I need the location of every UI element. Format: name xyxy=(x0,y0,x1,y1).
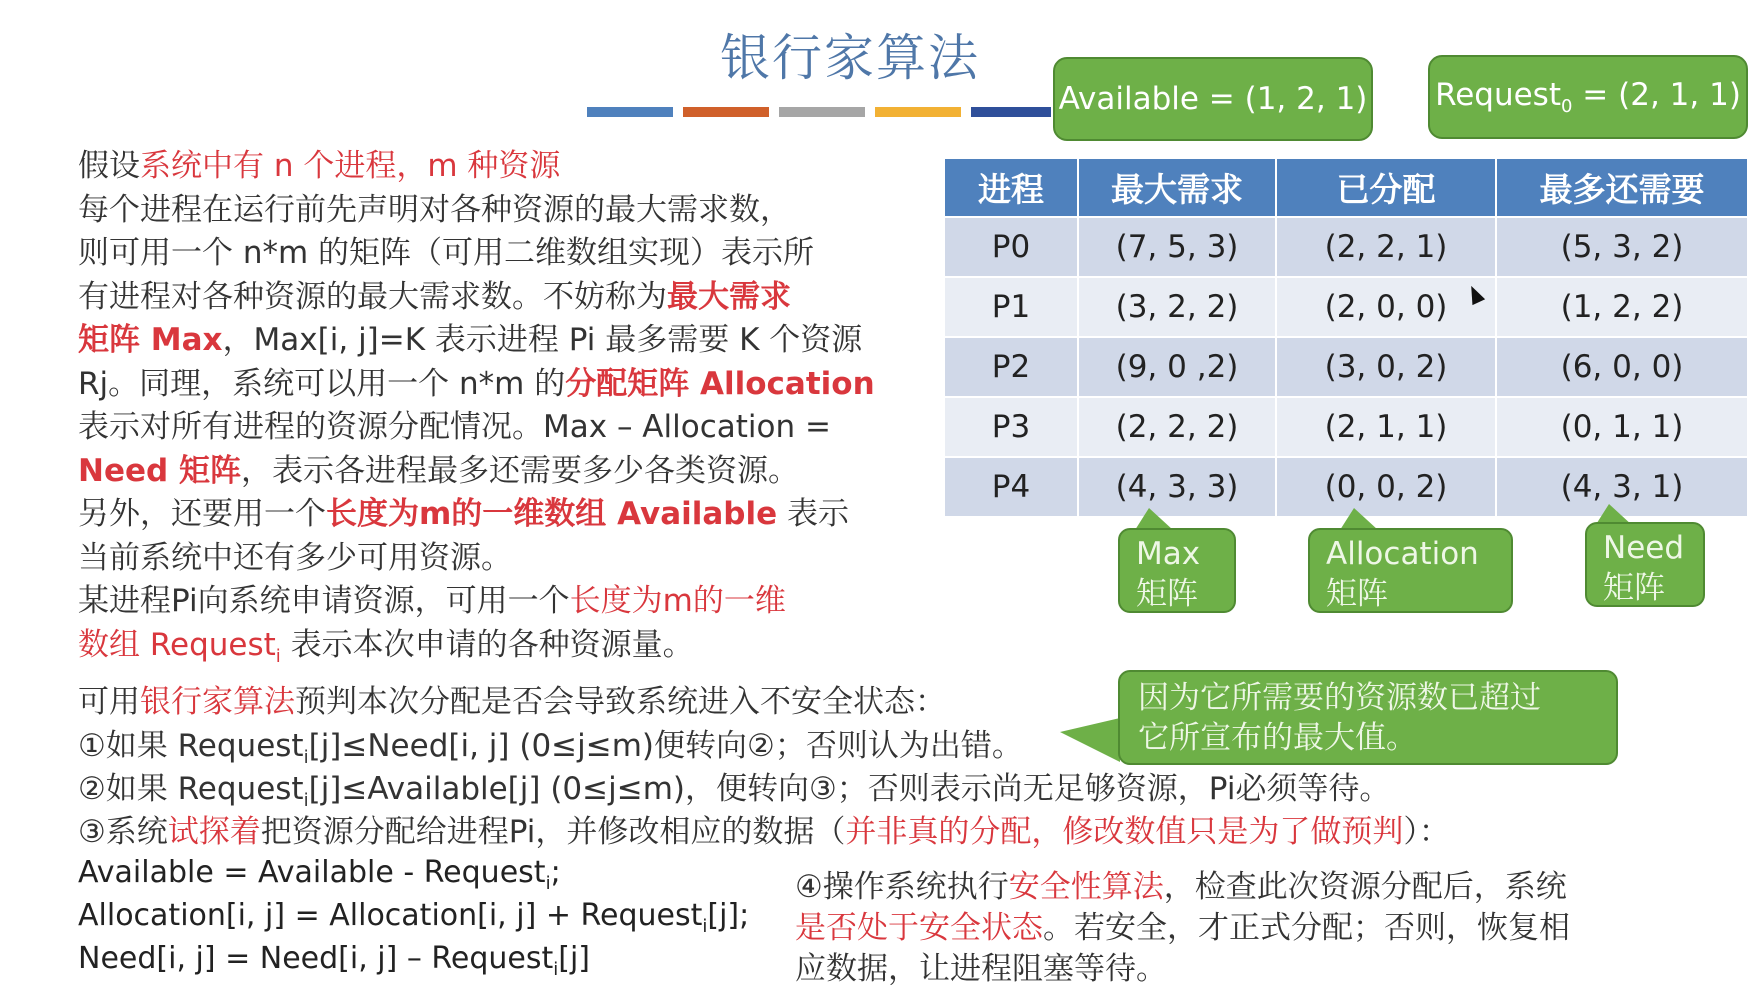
cell-max: (3, 2, 2) xyxy=(1078,277,1276,337)
intro-line-4: 有进程对各种资源的最大需求数。不妨称为最大需求 xyxy=(78,278,791,315)
formula-need: Need[i, j] = Need[i, j] – Request$_i$[j] xyxy=(78,941,591,980)
intro-line-1: 假设系统中有 n 个进程，m 种资源 xyxy=(78,148,561,184)
formula-available: Available = Available - Request$_i$; xyxy=(78,855,561,894)
header-process: 进程 xyxy=(944,158,1078,217)
cell-process: P2 xyxy=(944,337,1078,397)
formula-allocation: Allocation[i, j] = Allocation[i, j] + Request$_i$[j]; xyxy=(78,898,750,937)
intro-line-5: 矩阵 Max，Max[i, j]=K 表示进程 Pi 最多需要 K 个资源 xyxy=(78,322,863,358)
header-need: 最多还需要 xyxy=(1496,158,1748,217)
header-max-demand: 最大需求 xyxy=(1078,158,1276,217)
step-4-line-3: 应数据，让进程阻塞等待。 xyxy=(795,951,1167,987)
cell-max: (9, 0 ,2) xyxy=(1078,337,1276,397)
note-line-1: 因为它所需要的资源数已超过 xyxy=(1138,680,1541,716)
note-bubble-tail xyxy=(1060,718,1120,762)
cell-allocation: (0, 0, 2) xyxy=(1276,457,1496,517)
table-row xyxy=(944,397,1748,457)
header-allocated: 已分配 xyxy=(1276,158,1496,217)
cell-process: P4 xyxy=(944,457,1078,517)
need-bubble-line-1: Need xyxy=(1603,530,1685,566)
intro-line-8: Need 矩阵，表示各进程最多还需要多少各类资源。 xyxy=(78,452,799,489)
deco-bar-5 xyxy=(971,107,1051,117)
cell-max: (2, 2, 2) xyxy=(1078,397,1276,457)
cell-need: (1, 2, 2) xyxy=(1496,277,1748,337)
cell-need: (6, 0, 0) xyxy=(1496,337,1748,397)
alloc-bubble-line-1: Allocation xyxy=(1326,536,1479,572)
max-bubble-line-1: Max xyxy=(1136,536,1201,572)
allocation-matrix-bubble xyxy=(1308,528,1513,613)
deco-bar-2 xyxy=(683,107,769,117)
step-intro: 可用银行家算法预判本次分配是否会导致系统进入不安全状态： xyxy=(78,684,946,720)
intro-line-12: 数组 Request$_i$ 表示本次申请的各种资源量。 xyxy=(78,626,694,667)
cell-allocation: (3, 0, 2) xyxy=(1276,337,1496,397)
note-line-2: 它所宣布的最大值。 xyxy=(1138,720,1417,756)
deco-bar-3 xyxy=(779,107,865,117)
need-matrix-bubble xyxy=(1585,522,1705,607)
cell-allocation: (2, 0, 0) xyxy=(1276,277,1496,337)
cell-process: P1 xyxy=(944,277,1078,337)
error-note-bubble xyxy=(1118,670,1618,765)
available-text: Available = (1, 2, 1) xyxy=(1058,81,1368,117)
available-callout xyxy=(1053,57,1373,141)
intro-line-7: 表示对所有进程的资源分配情况。Max – Allocation = xyxy=(78,409,831,445)
max-bubble-tail xyxy=(1135,508,1173,530)
deco-bar-1 xyxy=(587,107,673,117)
intro-paragraph xyxy=(78,145,938,678)
intro-line-10: 当前系统中还有多少可用资源。 xyxy=(78,539,512,576)
need-bubble-line-2: 矩阵 xyxy=(1603,570,1665,606)
cell-need: (0, 1, 1) xyxy=(1496,397,1748,457)
intro-line-3: 则可用一个 n*m 的矩阵（可用二维数组实现）表示所 xyxy=(78,235,815,271)
cell-allocation: (2, 1, 1) xyxy=(1276,397,1496,457)
table-row xyxy=(944,217,1748,277)
slide-title: 银行家算法 xyxy=(720,29,980,87)
cell-process: P3 xyxy=(944,397,1078,457)
step-2: ②如果 Request$_i$[j]≤Available[j] (0≤j≤m)，便转向③；否则表示尚无足够资源，Pi必须等待。 xyxy=(78,771,1391,812)
intro-line-9: 另外，还要用一个长度为m的一维数组 Available 表示 xyxy=(78,496,849,532)
alloc-bubble-line-2: 矩阵 xyxy=(1326,576,1388,612)
max-bubble-line-2: 矩阵 xyxy=(1136,576,1198,612)
step-1: ①如果 Request$_i$[j]≤Need[i, j] (0≤j≤m)便转向②；否则认为出错。 xyxy=(78,728,1023,769)
cell-max: (7, 5, 3) xyxy=(1078,217,1276,277)
request-callout xyxy=(1428,55,1748,139)
intro-line-6: Rj。同理，系统可以用一个 n*m 的分配矩阵 Allocation xyxy=(78,365,875,402)
table-row xyxy=(944,277,1748,337)
alloc-bubble-tail xyxy=(1340,508,1378,530)
table-header-row xyxy=(944,158,1748,217)
cell-max: (4, 3, 3) xyxy=(1078,457,1276,517)
request-text: Request$_0$ = (2, 1, 1) xyxy=(1435,76,1741,118)
cell-need: (4, 3, 1) xyxy=(1496,457,1748,517)
step-3: ③系统试探着把资源分配给进程Pi，并修改相应的数据（并非真的分配，修改数值只是为了做预判）： xyxy=(78,814,1450,850)
cell-process: P0 xyxy=(944,217,1078,277)
cell-allocation: (2, 2, 1) xyxy=(1276,217,1496,277)
resource-table xyxy=(943,157,1749,518)
deco-bar-4 xyxy=(875,107,961,117)
intro-line-2: 每个进程在运行前先声明对各种资源的最大需求数， xyxy=(78,191,791,228)
step-4-line-1: ④操作系统执行安全性算法，检查此次资源分配后，系统 xyxy=(795,869,1567,905)
table-row xyxy=(944,337,1748,397)
intro-line-11: 某进程Pi向系统申请资源，可用一个长度为m的一维 xyxy=(78,583,786,619)
max-matrix-bubble xyxy=(1118,528,1236,613)
cell-need: (5, 3, 2) xyxy=(1496,217,1748,277)
step-4-line-2: 是否处于安全状态。若安全，才正式分配；否则，恢复相 xyxy=(795,910,1570,946)
